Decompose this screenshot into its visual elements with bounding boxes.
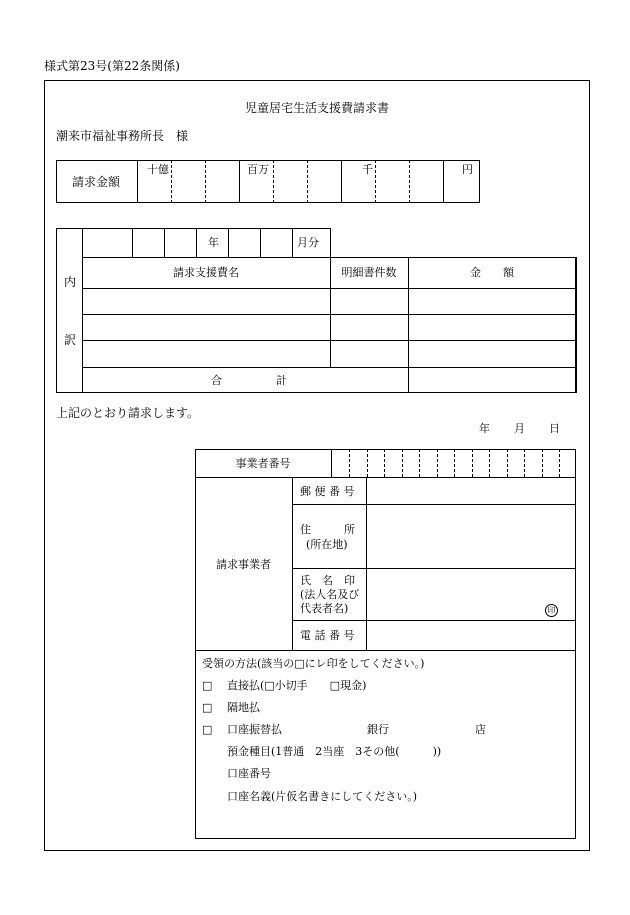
phone-label: 電 話 番 号 [300, 629, 355, 642]
business-id-divider [559, 449, 560, 477]
period-cell-divider [228, 228, 229, 257]
header-amount: 金 額 [470, 266, 514, 279]
period-year-label: 年 [208, 236, 219, 249]
business-id-divider [472, 449, 473, 477]
business-id-divider [419, 449, 420, 477]
statement-count-cells[interactable] [331, 289, 407, 366]
period-cell-divider [132, 228, 133, 257]
business-id-divider [489, 449, 490, 477]
amount-digit-divider [205, 160, 206, 203]
unit-yen: 円 [462, 163, 473, 176]
branch-label: 店 [475, 723, 486, 736]
business-id-divider [454, 449, 455, 477]
account-number-label: 口座番号 [227, 767, 271, 780]
declaration-text: 上記のとおり請求します。 [56, 406, 200, 420]
payment-direct-label: 直接払(□小切手 □現金) [227, 679, 367, 692]
payment-transfer-label: 口座振替払 [227, 723, 282, 736]
address-label: 住 所 [300, 523, 355, 536]
amount-digit-divider [409, 160, 410, 203]
business-id-divider [507, 449, 508, 477]
amount-cells[interactable] [409, 289, 575, 392]
business-id-divider [524, 449, 525, 477]
business-id-divider [349, 449, 350, 477]
date-day: 日 [549, 422, 560, 435]
amount-digit-divider [171, 160, 172, 203]
amount-digit-divider [239, 160, 240, 203]
checkbox-remote[interactable]: □ [202, 701, 213, 714]
amount-digit-divider [443, 160, 444, 203]
amount-digit-divider [375, 160, 376, 203]
phone-field[interactable] [367, 621, 575, 649]
period-cell-divider [164, 228, 165, 257]
checkbox-transfer[interactable]: □ [202, 723, 213, 736]
business-id-divider [437, 449, 438, 477]
address-label-sub: (所在地) [306, 538, 348, 551]
business-id-divider [402, 449, 403, 477]
unit-thousand: 千 [362, 163, 373, 176]
date-month: 月 [514, 422, 525, 435]
total-label-1: 合 [211, 374, 222, 387]
service-name-cells[interactable] [83, 289, 329, 366]
account-name-label: 口座名義(片仮名書きにしてください。) [227, 790, 418, 803]
seal-icon: 印 [545, 604, 558, 617]
period-cell-divider [196, 228, 197, 257]
name-field[interactable] [367, 569, 575, 619]
date-year: 年 [479, 422, 490, 435]
period-month-label: 月分 [297, 236, 319, 249]
addressee: 潮来市福祉事務所長 様 [56, 129, 189, 143]
business-id-divider [384, 449, 385, 477]
unit-million: 百万 [247, 163, 269, 176]
header-service-name: 請求支援費名 [173, 266, 239, 279]
claimant-label: 請求事業者 [216, 558, 271, 571]
total-label-2: 計 [276, 374, 287, 387]
amount-label: 請求金額 [72, 175, 121, 189]
amount-digit-divider [273, 160, 274, 203]
business-id-divider [367, 449, 368, 477]
amount-digit-divider [341, 160, 342, 203]
address-field[interactable] [367, 505, 575, 567]
postal-label: 郵 便 番 号 [300, 485, 355, 498]
name-label-sub1: (法人名及び [300, 588, 360, 601]
form-title: 児童居宅生活支援費請求書 [244, 101, 389, 115]
payment-heading: 受領の方法(該当の□にレ印をしてください。) [202, 657, 425, 670]
name-label-sub2: 代表者名) [300, 602, 349, 615]
period-cell-divider [292, 228, 293, 257]
payment-remote-label: 隔地払 [227, 701, 260, 714]
period-cell-divider [260, 228, 261, 257]
unit-billion: 十億 [147, 163, 169, 176]
breakdown-side-label-1: 内 [64, 275, 77, 289]
breakdown-side-label-2: 訳 [64, 333, 77, 347]
amount-digit-divider [307, 160, 308, 203]
checkbox-direct[interactable]: □ [202, 679, 213, 692]
business-id-label: 事業者番号 [235, 457, 291, 470]
name-label: 氏 名 印 [300, 574, 355, 587]
bank-label: 銀行 [367, 723, 389, 736]
deposit-type-label: 預金種目(1普通 2当座 3その他( )) [227, 745, 442, 758]
postal-field[interactable] [367, 478, 575, 503]
form-number: 様式第23号(第22条関係) [44, 59, 180, 73]
header-statement-count: 明細書件数 [341, 266, 397, 279]
business-id-divider [542, 449, 543, 477]
